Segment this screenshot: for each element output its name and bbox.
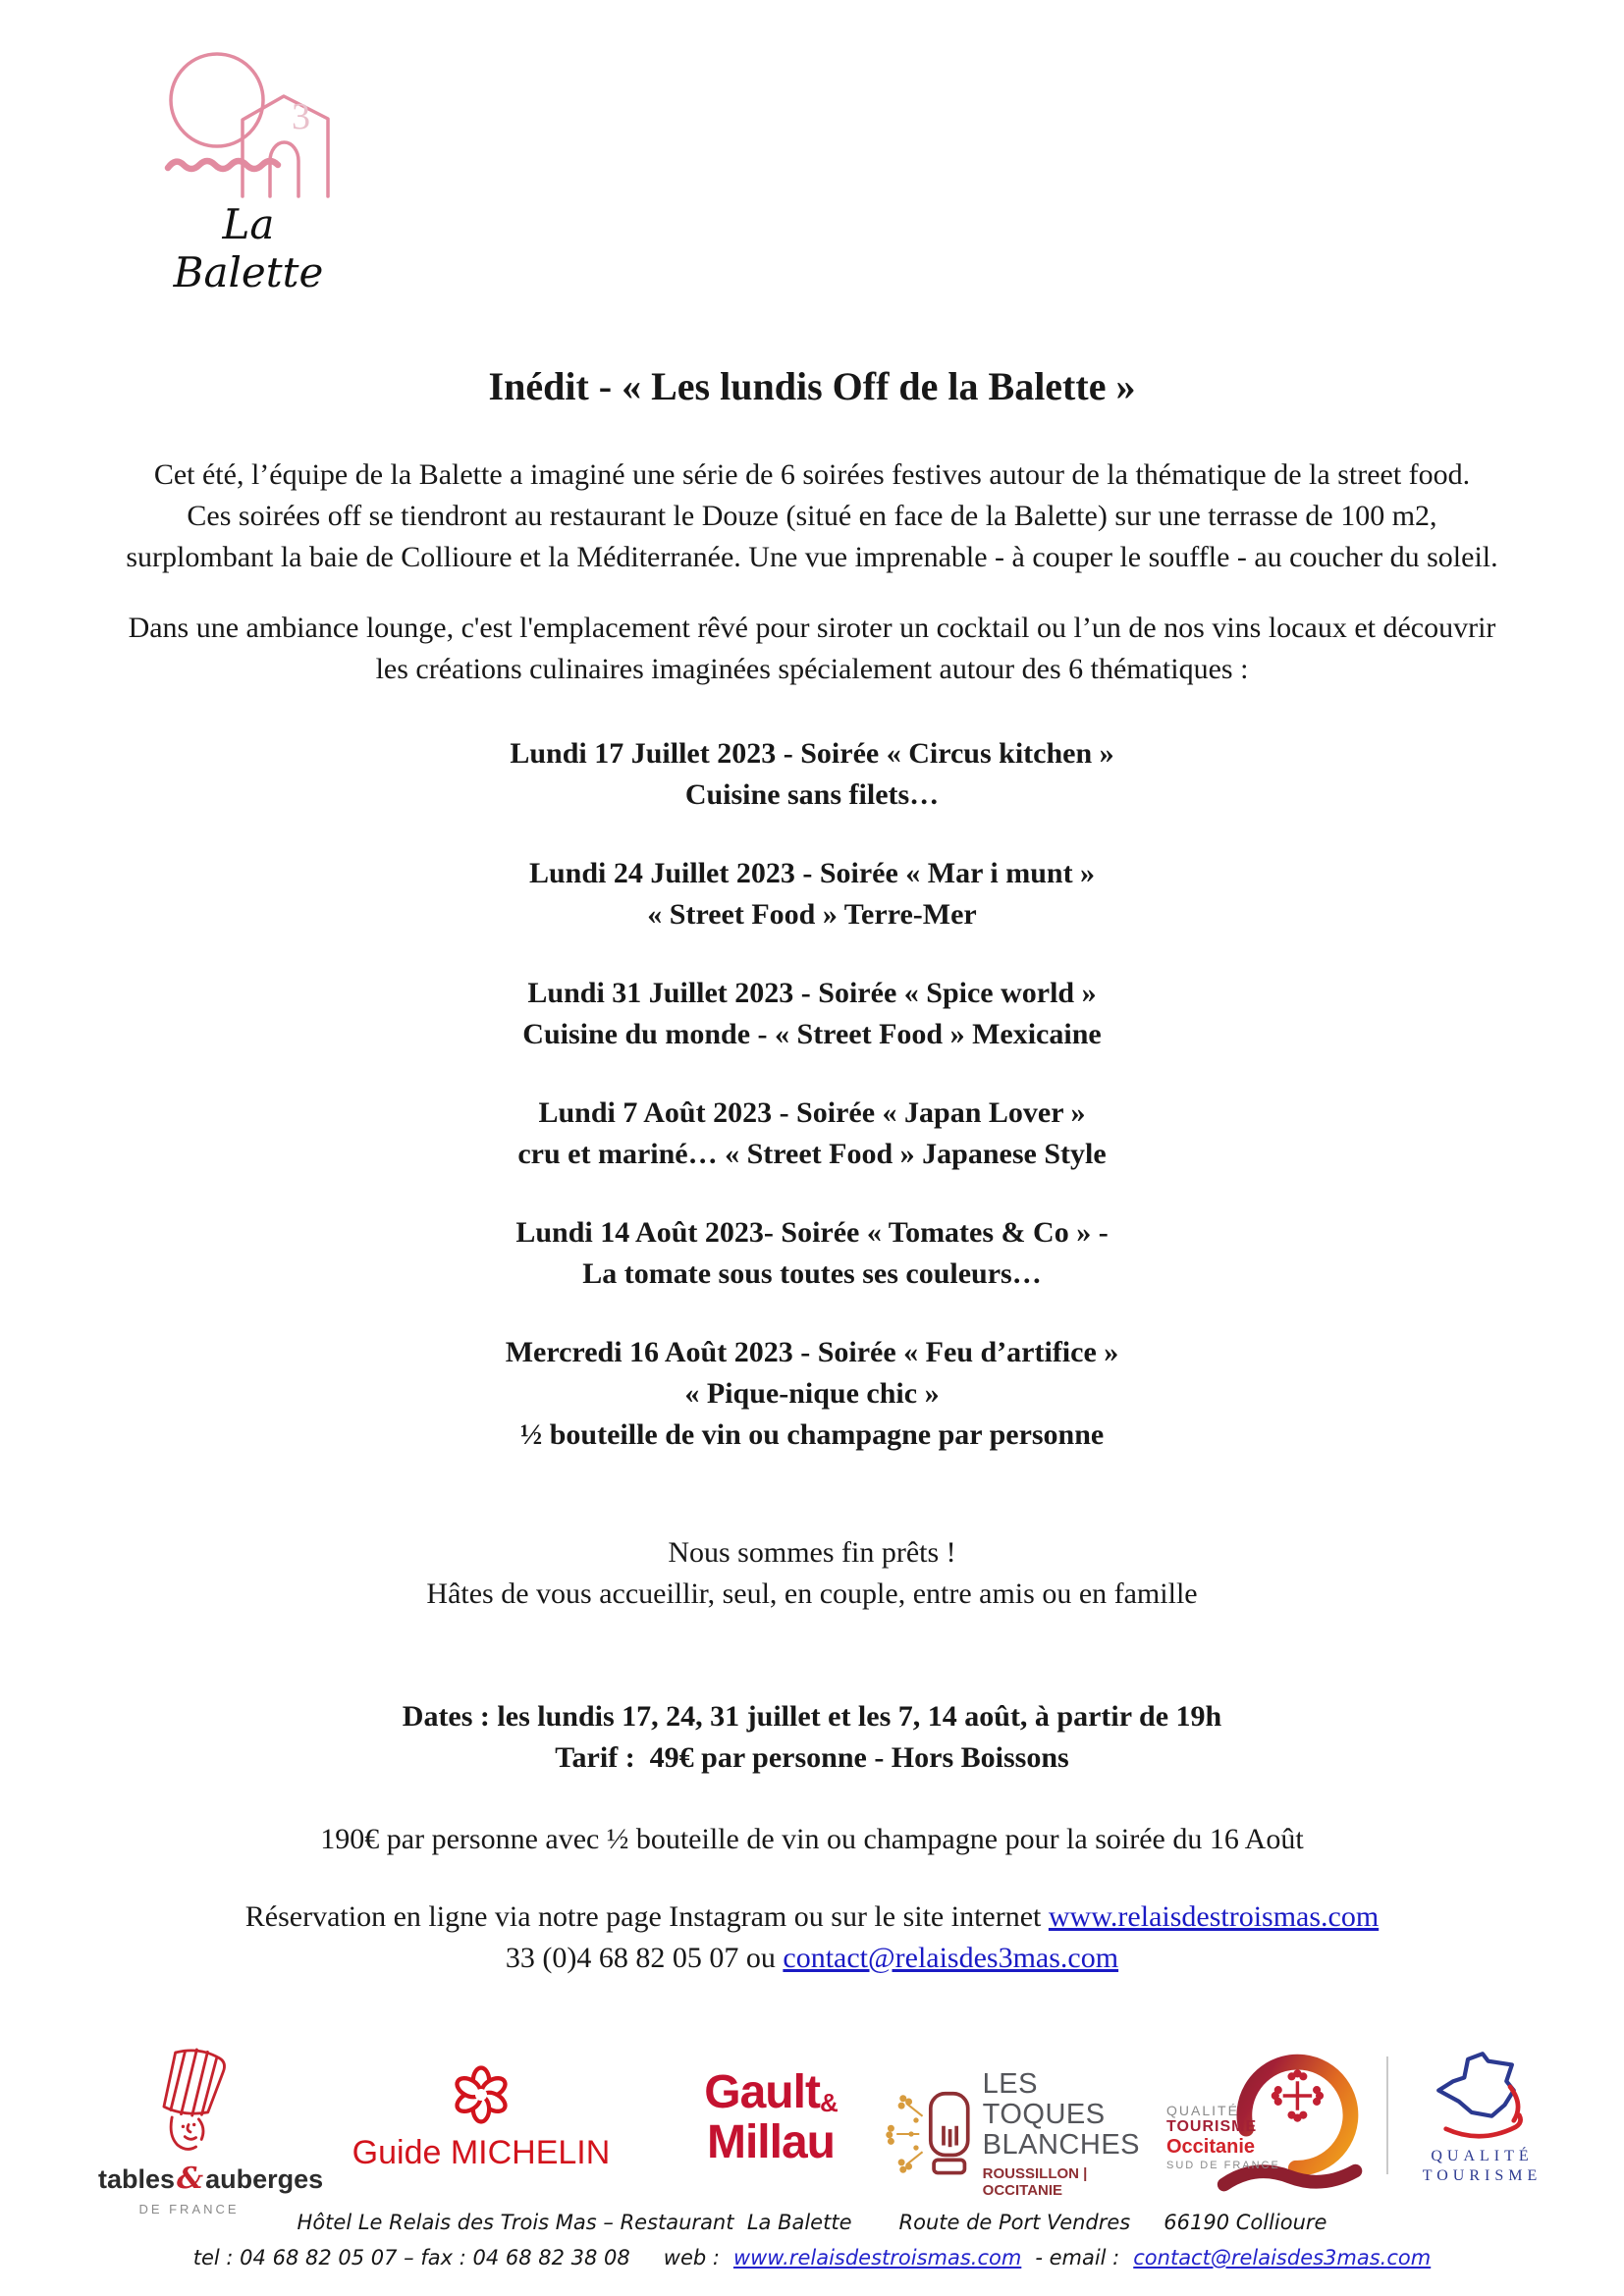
event-line: Cuisine du monde - « Street Food » Mexicaine <box>522 1018 1102 1050</box>
michelin-logo <box>339 2059 623 2172</box>
footer-line2 <box>0 2246 1624 2269</box>
footer-street: Route de Port Vendres <box>898 2211 1131 2234</box>
qualite-occitanie-logo <box>1166 2040 1378 2215</box>
footer-city: 66190 Collioure <box>1164 2211 1327 2234</box>
event-line: Lundi 7 Août 2023 - Soirée « Japan Lover » <box>538 1096 1086 1129</box>
event-line: Lundi 14 Août 2023- Soirée « Tomates & Co » - <box>515 1216 1109 1249</box>
event-line: ½ bouteille de vin ou champagne par personne <box>519 1418 1105 1451</box>
toques-line2: BLANCHES <box>982 2129 1140 2161</box>
event-line: La tomate sous toutes ses couleurs… <box>582 1257 1042 1290</box>
toques-line3: ROUSSILLON | OCCITANIE <box>982 2165 1088 2199</box>
ambiance-line: Dans une ambiance lounge, c'est l'emplacement rêvé pour siroter un cocktail ou l’un de nos vins locaux et découvrir <box>128 612 1496 644</box>
france-q-icon <box>1428 2050 1538 2146</box>
qualite-tourisme-logo <box>1416 2050 1548 2185</box>
occitan-cross-icon <box>1272 2071 1322 2120</box>
event-block <box>0 1093 1624 1175</box>
toque-icon <box>884 2085 973 2183</box>
logo-wave-shape <box>168 161 278 169</box>
tarif-line: Tarif : 49€ par personne - Hors Boissons <box>555 1741 1069 1774</box>
event-line: Lundi 31 Juillet 2023 - Soirée « Spice world » <box>527 977 1097 1009</box>
footer-email-label: - email : <box>1035 2246 1120 2269</box>
intro-line: Cet été, l’équipe de la Balette a imaginé une série de 6 soirées festives autour de la thématique de la street food. <box>153 458 1471 491</box>
tables-auberges-label <box>98 2162 324 2196</box>
event-line: cru et mariné… « Street Food » Japanese Style <box>517 1138 1107 1170</box>
ready-section <box>0 1532 1624 1615</box>
logo-number: 3 <box>291 96 310 137</box>
special-price-section <box>0 1819 1624 1860</box>
michelin-label: Guide MICHELIN <box>352 2134 611 2171</box>
tables-auberges-subline: DE FRANCE <box>138 2202 240 2216</box>
page-title: Inédit - « Les lundis Off de la Balette » <box>488 364 1136 408</box>
ta-word2: auberges <box>205 2164 324 2194</box>
special-price-line: 190€ par personne avec ½ bouteille de vin ou champagne pour la soirée du 16 Août <box>320 1823 1304 1855</box>
gm-ampersand: & <box>819 2088 838 2117</box>
michelin-star-icon <box>446 2059 516 2130</box>
gm-word1: Gault <box>704 2066 820 2118</box>
logo-divider <box>1386 2056 1388 2174</box>
logo-arch-shape <box>270 142 298 196</box>
intro-line: Ces soirées off se tiendront au restaurant le Douze (situé en face de la Balette) sur une terrasse de 100 m2, <box>187 500 1437 532</box>
footer-web-label: web : <box>663 2246 720 2269</box>
email-link[interactable]: contact@relaisdes3mas.com <box>783 1942 1119 1974</box>
event-block <box>0 973 1624 1055</box>
intro-paragraph <box>0 454 1624 578</box>
event-line: Cuisine sans filets… <box>684 778 940 811</box>
qo-line3: Occitanie <box>1166 2136 1256 2158</box>
event-line: Lundi 17 Juillet 2023 - Soirée « Circus kitchen » <box>510 737 1114 770</box>
reservation-line1 <box>0 1896 1624 1938</box>
qt-line2: TOURISME <box>1422 2167 1543 2184</box>
logo-house-shape <box>243 96 328 196</box>
qo-line2: TOURISME <box>1166 2118 1258 2135</box>
footer-email-link[interactable]: contact@relaisdes3mas.com <box>1133 2246 1432 2269</box>
phone-text: 33 (0)4 68 82 05 07 ou <box>505 1942 784 1974</box>
event-block <box>0 853 1624 935</box>
brand-logo-icon <box>158 51 340 198</box>
event-line: Mercredi 16 Août 2023 - Soirée « Feu d’artifice » <box>505 1336 1119 1368</box>
qo-line4: SUD DE FRANCE <box>1166 2160 1280 2171</box>
reservation-text: Réservation en ligne via notre page Instagram ou sur le site internet <box>244 1900 1049 1933</box>
footer-tel-fax: tel : 04 68 82 05 07 – fax : 04 68 82 38 08 <box>192 2246 630 2269</box>
footer-line1 <box>0 2211 1624 2234</box>
ready-line: Hâtes de vous accueillir, seul, en couple, entre amis ou en famille <box>426 1577 1198 1610</box>
brand-block <box>155 51 342 296</box>
events-list <box>0 733 1624 1493</box>
gm-word2: Millau <box>706 2116 835 2168</box>
event-block <box>0 733 1624 816</box>
ambiance-paragraph <box>0 608 1624 690</box>
reservation-section <box>0 1896 1624 1979</box>
ta-word1: tables <box>98 2164 176 2194</box>
chef-hat-icon <box>127 2042 252 2162</box>
event-line: « Pique-nique chic » <box>684 1377 940 1410</box>
ready-line: Nous sommes fin prêts ! <box>668 1536 956 1569</box>
dates-line: Dates : les lundis 17, 24, 31 juillet et les 7, 14 août, à partir de 19h <box>402 1700 1222 1733</box>
title-section <box>0 363 1624 410</box>
gault-millau-logo <box>687 2066 854 2168</box>
toques-text <box>983 2069 1154 2199</box>
reservation-line2 <box>0 1938 1624 1979</box>
qt-line1: QUALITÉ <box>1431 2148 1534 2164</box>
ampersand-icon: & <box>177 2162 204 2196</box>
tables-auberges-logo <box>98 2042 324 2216</box>
footer-hotel-name: Hôtel Le Relais des Trois Mas – Restaurant La Balette <box>297 2211 852 2234</box>
event-block <box>0 1212 1624 1295</box>
toques-line1: LES TOQUES <box>982 2068 1106 2130</box>
q-tail-shape <box>1224 2171 1356 2185</box>
qualite-occitanie-text <box>1166 2103 1280 2171</box>
website-link[interactable]: www.relaisdestroismas.com <box>1048 1900 1380 1933</box>
qo-line1: QUALITÉ <box>1166 2103 1239 2118</box>
footer-website-link[interactable]: www.relaisdestroismas.com <box>732 2246 1022 2269</box>
intro-line: surplombant la baie de Collioure et la Méditerranée. Une vue imprenable - à couper le souffle - au coucher du soleil. <box>126 541 1498 573</box>
logo-sun-shape <box>171 54 263 146</box>
event-block <box>0 1332 1624 1456</box>
event-line: Lundi 24 Juillet 2023 - Soirée « Mar i munt » <box>528 857 1096 889</box>
brand-name: La Balette <box>173 200 324 296</box>
toques-blanches-logo <box>884 2069 1154 2199</box>
ambiance-line: les créations culinaires imaginées spécialement autour des 6 thématiques : <box>375 653 1249 685</box>
pricing-section <box>0 1696 1624 1779</box>
event-line: « Street Food » Terre-Mer <box>647 898 977 931</box>
